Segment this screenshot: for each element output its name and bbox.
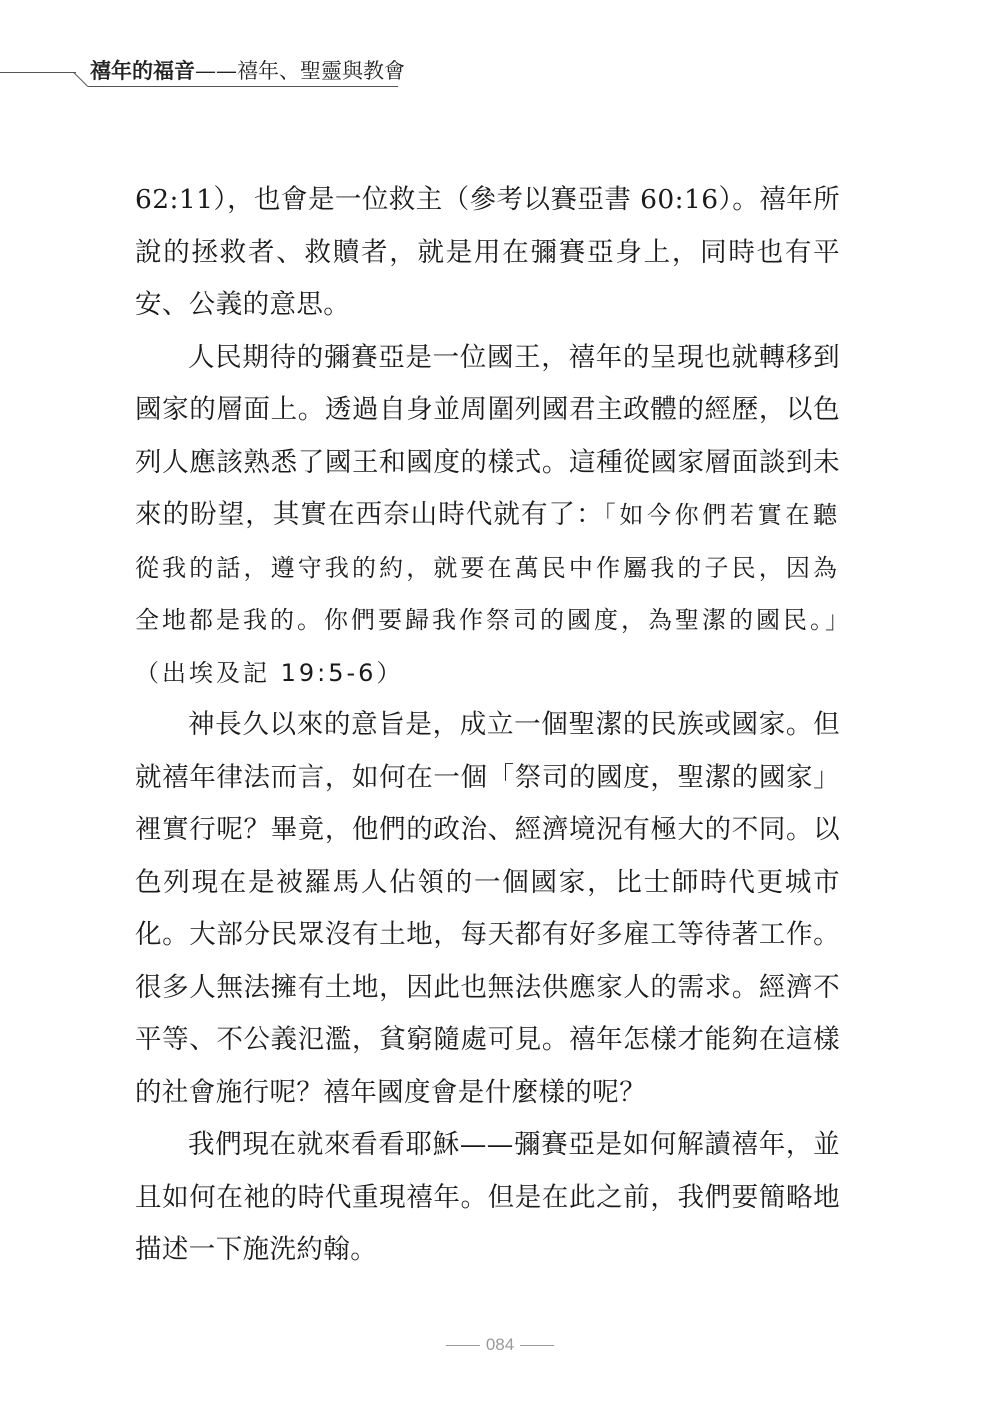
header-rule-right (88, 86, 398, 87)
paragraph-3-text: 神長久以來的意旨是，成立一個聖潔的民族或國家。但就禧年律法而言，如何在一個「祭司的國度，聖潔的國家」裡實行呢？畢竟，他們的政治、經濟境況有極大的不同。以色列現在是被羅馬人佔領的一個國家，比士師時代更城市化。大部分民眾沒有土地，每天都有好多雇工等待著工作。很多人無法擁有土地，因此也無法供應家人的需求。經濟不平等、不公義氾濫，貧窮隨處可見。禧年怎樣才能夠在這樣的社會施行呢？禧年國度會是什麼樣的呢？ (135, 709, 840, 1108)
paragraph-1 (135, 174, 840, 332)
header-rule-left (0, 72, 76, 73)
paragraph-4-text: 我們現在就來看看耶穌——彌賽亞是如何解讀禧年，並且如何在祂的時代重現禧年。但是在此之前，我們要簡略地描述一下施洗約翰。 (135, 1129, 840, 1265)
book-title: 禧年的福音 (90, 58, 195, 83)
body-text (135, 174, 840, 1277)
book-subtitle: ——禧年、聖靈與教會 (195, 59, 405, 83)
page-number-footer (0, 1335, 1000, 1355)
paragraph-2 (135, 332, 840, 700)
page-number-dash-right (520, 1345, 554, 1346)
scripture-quote: 「如今你們若實在聽從我的話，遵守我的約，就要在萬民中作屬我的子民，因為全地都是我的。你們要歸我作祭司的國度，為聖潔的國民。」（出埃及記 19:5-6） (135, 501, 840, 687)
paragraph-3 (135, 699, 840, 1119)
running-header (90, 58, 405, 84)
paragraph-2-text: 人民期待的彌賽亞是一位國王，禧年的呈現也就轉移到國家的層面上。透過自身並周圍列國君主政體的經歷，以色列人應該熟悉了國王和國度的樣式。這種從國家層面談到未來的盼望，其實在西奈山時代就有了： (135, 341, 840, 530)
paragraph-1-text: 62:11），也會是一位救主（參考以賽亞書 60:16）。禧年所說的拯救者、救贖者，就是用在彌賽亞身上，同時也有平安、公義的意思。 (135, 184, 840, 320)
page-number: 084 (485, 1335, 515, 1354)
header-rule-diagonal (73, 72, 88, 87)
paragraph-4 (135, 1119, 840, 1277)
page-number-dash-left (446, 1345, 480, 1346)
